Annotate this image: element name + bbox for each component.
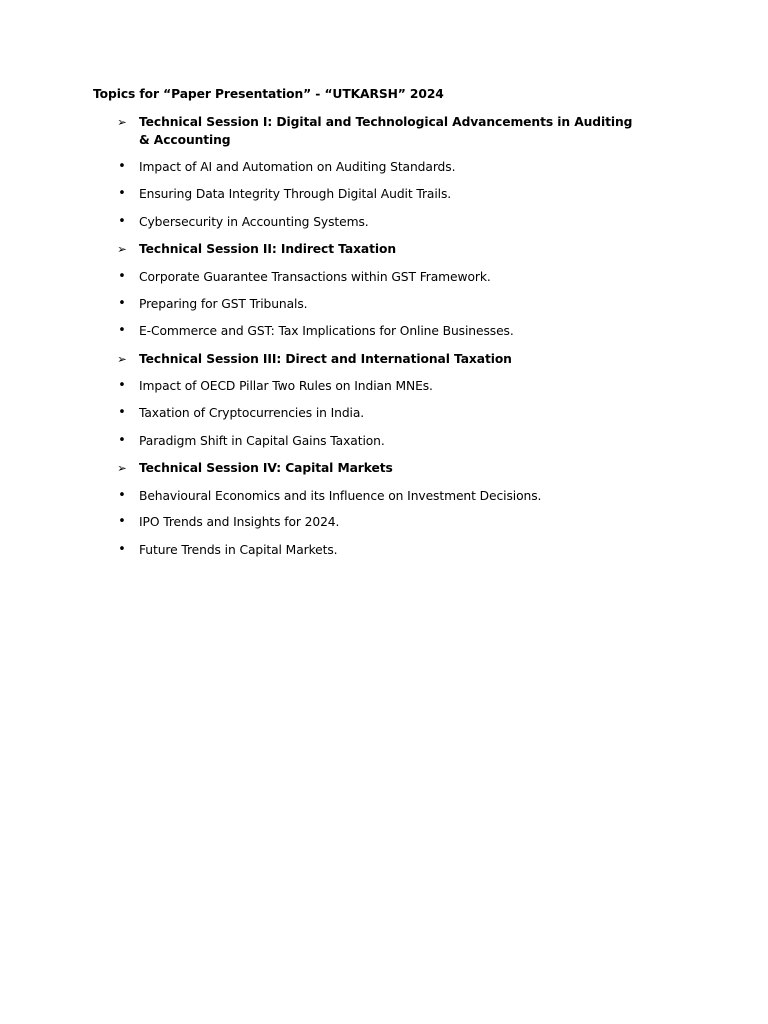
bullet-icon: • (118, 542, 126, 557)
topic-text: Paradigm Shift in Capital Gains Taxation. (139, 434, 385, 448)
topic-text: Behavioural Economics and its Influence on Investment Decisions. (139, 489, 542, 503)
bullet-icon: • (118, 323, 126, 338)
arrow-bullet-icon: ➢ (117, 115, 127, 129)
topic-text: Ensuring Data Integrity Through Digital Audit Trails. (139, 187, 452, 201)
bullet-icon: • (118, 488, 126, 503)
topic-text: Cybersecurity in Accounting Systems. (139, 215, 369, 229)
topic-text: Corporate Guarantee Transactions within GST Framework. (139, 270, 491, 284)
bullet-icon: • (118, 269, 126, 284)
arrow-bullet-icon: ➢ (117, 352, 127, 366)
bullet-icon: • (118, 214, 126, 229)
bullet-icon: • (118, 433, 126, 448)
topic-text: Taxation of Cryptocurrencies in India. (139, 406, 365, 420)
session-heading: Technical Session I: Digital and Technological Advancements in Auditing & Accounting (139, 115, 633, 147)
arrow-bullet-icon: ➢ (117, 461, 127, 475)
topic-text: Future Trends in Capital Markets. (139, 543, 338, 557)
topic-text: Preparing for GST Tribunals. (139, 297, 308, 311)
topic-text: E-Commerce and GST: Tax Implications for Online Businesses. (139, 324, 514, 338)
session-heading: Technical Session IV: Capital Markets (139, 461, 393, 475)
session-heading: Technical Session II: Indirect Taxation (139, 242, 396, 256)
session-heading: Technical Session III: Direct and International Taxation (139, 352, 512, 366)
topic-text: Impact of OECD Pillar Two Rules on Indian MNEs. (139, 379, 433, 393)
bullet-icon: • (118, 186, 126, 201)
topic-text: Impact of AI and Automation on Auditing Standards. (139, 160, 456, 174)
bullet-icon: • (118, 159, 126, 174)
bullet-icon: • (118, 405, 126, 420)
arrow-bullet-icon: ➢ (117, 242, 127, 256)
bullet-icon: • (118, 378, 126, 393)
document-title: Topics for “Paper Presentation” - “UTKARSH” 2024 (93, 87, 444, 101)
bullet-icon: • (118, 514, 126, 529)
topic-text: IPO Trends and Insights for 2024. (139, 515, 340, 529)
bullet-icon: • (118, 296, 126, 311)
